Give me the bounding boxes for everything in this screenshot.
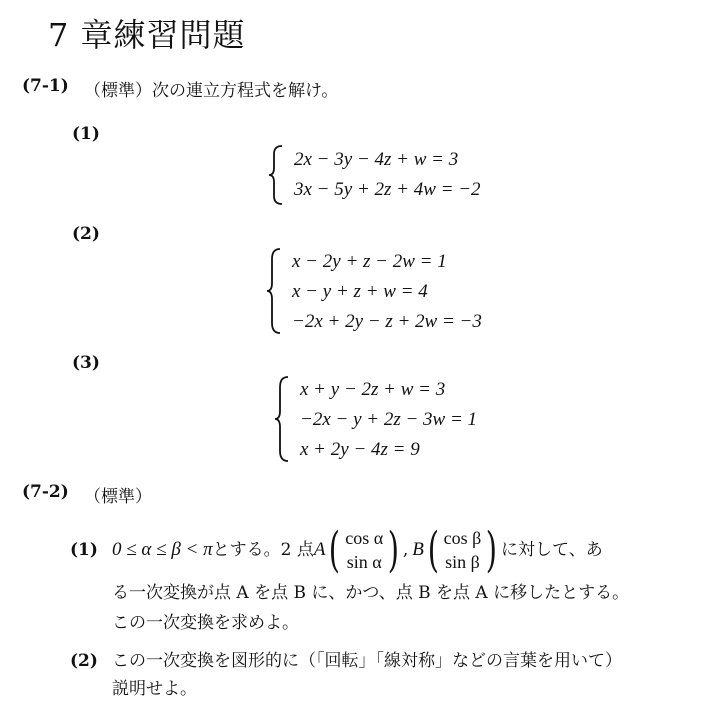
point-a-symbol: A xyxy=(313,539,326,560)
equation-2-2: x − y + z + w = 4 xyxy=(292,281,428,302)
brace-icon xyxy=(266,247,284,335)
page-title: 7 章練習問題 xyxy=(48,16,246,54)
left-paren-icon: ( xyxy=(427,522,439,578)
equation-2-1: x − 2y + z − 2w = 1 xyxy=(292,251,447,272)
system-1 xyxy=(294,145,481,205)
vector-b-x: cos β xyxy=(443,528,482,548)
system-2 xyxy=(292,247,482,337)
brace-icon xyxy=(274,375,292,463)
q2-line2: 説明せよ。 xyxy=(112,679,197,699)
q1-text-2: に対して、あ xyxy=(501,540,603,560)
right-paren-icon: ) xyxy=(387,522,400,578)
problem-7-1-label: (7-1) xyxy=(22,76,69,96)
comma: , xyxy=(402,540,409,560)
sub-2-label: (2) xyxy=(72,224,100,244)
point-b-symbol: B xyxy=(412,539,424,560)
sub-3-label: (3) xyxy=(72,353,100,373)
equation-3-2: −2x − y + 2z − 3w = 1 xyxy=(300,409,478,430)
equation-3-1: x + y − 2z + w = 3 xyxy=(300,379,446,400)
sub-1-label: (1) xyxy=(72,124,100,144)
equation-1-1: 2x − 3y − 4z + w = 3 xyxy=(294,149,459,170)
left-paren-icon: ( xyxy=(329,522,341,578)
vector-a-y: sin α xyxy=(346,552,382,572)
vector-a xyxy=(325,522,402,578)
problem-7-2-text: （標準） xyxy=(84,487,152,507)
equation-1-2: 3x − 5y + 2z + 4w = −2 xyxy=(294,179,481,200)
vector-a-x: cos α xyxy=(345,528,384,548)
equation-3-3: x + 2y − 4z = 9 xyxy=(300,439,420,460)
q2-label: (2) xyxy=(70,651,98,671)
q1-line1 xyxy=(112,522,603,578)
vector-b xyxy=(424,522,501,578)
vector-b-y: sin β xyxy=(445,552,480,572)
problem-7-1-text: （標準）次の連立方程式を解け。 xyxy=(84,81,339,101)
q1-label: (1) xyxy=(70,540,98,560)
q1-text-1: とする。2 点 xyxy=(212,540,314,560)
condition: 0 ≤ α ≤ β < π xyxy=(112,539,213,560)
problem-7-2-label: (7-2) xyxy=(22,482,69,502)
q2-line1: この一次変換を図形的に（「回転」「線対称」などの言葉を用いて） xyxy=(112,651,622,671)
right-paren-icon: ) xyxy=(486,522,498,578)
equation-2-3: −2x + 2y − z + 2w = −3 xyxy=(292,311,482,332)
q1-line3: この一次変換を求めよ。 xyxy=(112,613,299,633)
system-3 xyxy=(300,375,477,465)
brace-icon xyxy=(268,144,286,206)
q1-line2: る一次変換が点 A を点 B に、かつ、点 B を点 A に移したとする。 xyxy=(112,583,630,603)
